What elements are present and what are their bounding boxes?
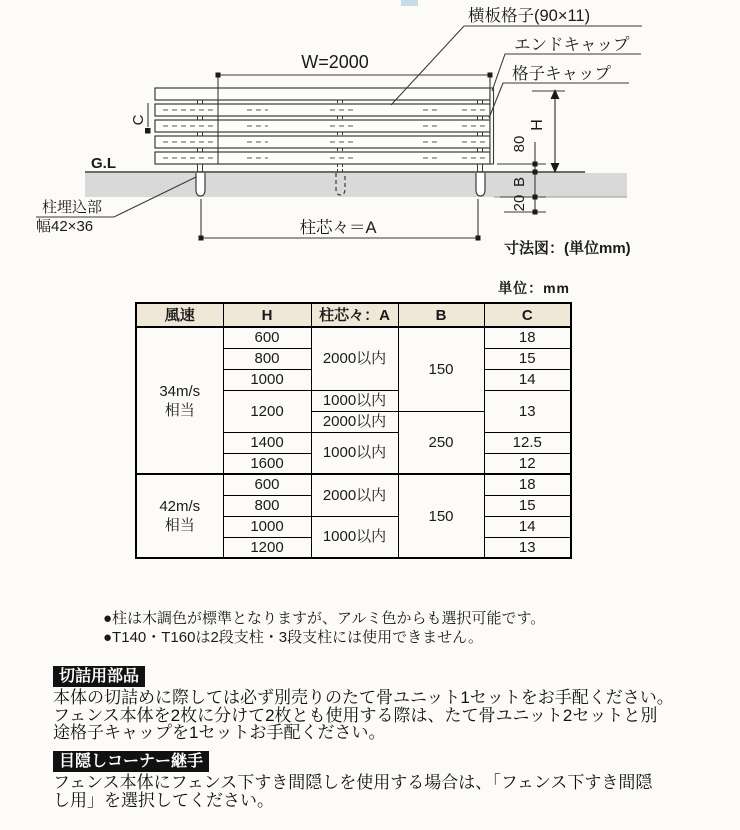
c-value: 13 xyxy=(484,537,571,558)
c-value: 15 xyxy=(484,495,571,516)
wind-34-cell xyxy=(136,327,223,474)
wind-42-line2: 相当 xyxy=(164,517,195,534)
a-value: 2000以内 xyxy=(311,474,398,516)
header-h: H xyxy=(223,303,311,327)
scan-artifact xyxy=(401,0,418,6)
board-label: 横板格子(90×11) xyxy=(468,7,591,25)
section-title-cut-parts: 切詰用部品 xyxy=(53,666,145,687)
header-a: 柱芯々：A xyxy=(311,303,398,327)
c-value: 18 xyxy=(484,327,571,348)
dim-dot xyxy=(216,73,221,78)
a-value: 1000以内 xyxy=(311,390,398,411)
a-value: 1000以内 xyxy=(311,516,398,558)
table-header-row xyxy=(136,303,571,327)
a-dimension-label: 柱芯々＝A xyxy=(299,219,377,237)
end-cap-label: エンドキャップ xyxy=(514,36,630,54)
table-row xyxy=(136,327,571,348)
fence-boards xyxy=(155,88,490,164)
h-value: 1000 xyxy=(223,369,311,390)
b-value: 150 xyxy=(398,474,484,558)
dim-20-label: 20 xyxy=(511,194,528,212)
section-title-corner-joint: 目隠しコーナー継手 xyxy=(53,751,209,772)
h-value: 600 xyxy=(223,327,311,348)
dim-dot xyxy=(533,170,538,175)
dim-dot xyxy=(533,195,538,200)
a-value: 2000以内 xyxy=(311,411,398,432)
wind-42-line1: 42m/s xyxy=(159,498,201,515)
fence-dimension-drawing xyxy=(0,0,740,270)
c-value: 13 xyxy=(484,390,571,432)
table-row xyxy=(136,474,571,495)
wind-34-line2: 相当 xyxy=(164,401,195,419)
header-c: C xyxy=(484,303,571,327)
h-dimension-label: H xyxy=(529,119,546,131)
h-value: 1400 xyxy=(223,432,311,453)
dim-dot xyxy=(533,210,538,215)
lattice-cap-label: 格子キャップ xyxy=(512,65,611,83)
section-body-cut-parts xyxy=(53,689,723,742)
h-value: 1200 xyxy=(223,537,311,558)
c-value: 18 xyxy=(484,474,571,495)
buried-post-left xyxy=(196,173,205,196)
a-value: 1000以内 xyxy=(311,432,398,474)
wind-42-cell xyxy=(136,474,223,558)
c-value: 14 xyxy=(484,369,571,390)
buried-post-right xyxy=(476,173,485,196)
wind-34-line1: 34m/s xyxy=(159,382,201,400)
section-body-corner-joint xyxy=(53,774,723,809)
note-bullet-2: ●T140・T160は2段支柱・3段支柱には使用できません。 xyxy=(103,629,484,646)
c-value: 14 xyxy=(484,516,571,537)
h-value: 1200 xyxy=(223,390,311,432)
h-value: 800 xyxy=(223,495,311,516)
header-wind: 風速 xyxy=(136,303,223,327)
dim-80-label: 80 xyxy=(511,135,528,153)
dim-dot xyxy=(488,73,493,78)
c-dimension-dot xyxy=(145,128,151,134)
h-value: 600 xyxy=(223,474,311,495)
body-line: 途格子キャップを1セットお手配ください。 xyxy=(53,723,386,742)
body-line: フェンス本体にフェンス下すき間隠しを使用する場合は、「フェンス下すき間隠 xyxy=(53,773,653,792)
a-value: 2000以内 xyxy=(311,327,398,390)
w-dimension-label: W=2000 xyxy=(301,52,369,72)
body-line: し用」を選択してください。 xyxy=(53,790,274,810)
table-unit-note: 単位：mm xyxy=(498,280,570,296)
h-value: 1000 xyxy=(223,516,311,537)
c-value: 15 xyxy=(484,348,571,369)
h-value: 800 xyxy=(223,348,311,369)
ground-band xyxy=(85,173,627,197)
dim-dot xyxy=(476,236,481,241)
dim-b-label: B xyxy=(511,176,528,188)
body-line: 本体の切詰めに際しては必ず別売りのたて骨ユニット1セットをお手配ください。 xyxy=(53,688,674,707)
b-value: 250 xyxy=(398,411,484,474)
post-embed-label-2: 幅42×36 xyxy=(36,218,94,235)
lattice-cap-leader xyxy=(489,83,629,118)
post-embed-label-1: 柱埋込部 xyxy=(42,199,103,216)
diagram-caption: 寸法図：(単位mm) xyxy=(504,240,631,257)
c-dimension-label: C xyxy=(130,114,147,126)
ground-line-label: G.L xyxy=(91,155,116,172)
note-bullet-1: ●柱は木調色が標準となりますが、アルミ色からも選択可能です。 xyxy=(103,610,546,627)
dim-dot xyxy=(533,162,538,167)
body-line: フェンス本体を2枚に分けて2枚とも使用する際は、たて骨ユニット2セットと別 xyxy=(53,705,658,725)
end-cap-strip xyxy=(490,88,494,164)
c-value: 12 xyxy=(484,453,571,474)
dim-dot xyxy=(199,236,204,241)
header-b: B xyxy=(398,303,484,327)
h-value: 1600 xyxy=(223,453,311,474)
b-value: 150 xyxy=(398,327,484,411)
wind-spec-table xyxy=(135,302,572,559)
board-joint-dashes xyxy=(163,110,489,158)
c-value: 12.5 xyxy=(484,432,571,453)
